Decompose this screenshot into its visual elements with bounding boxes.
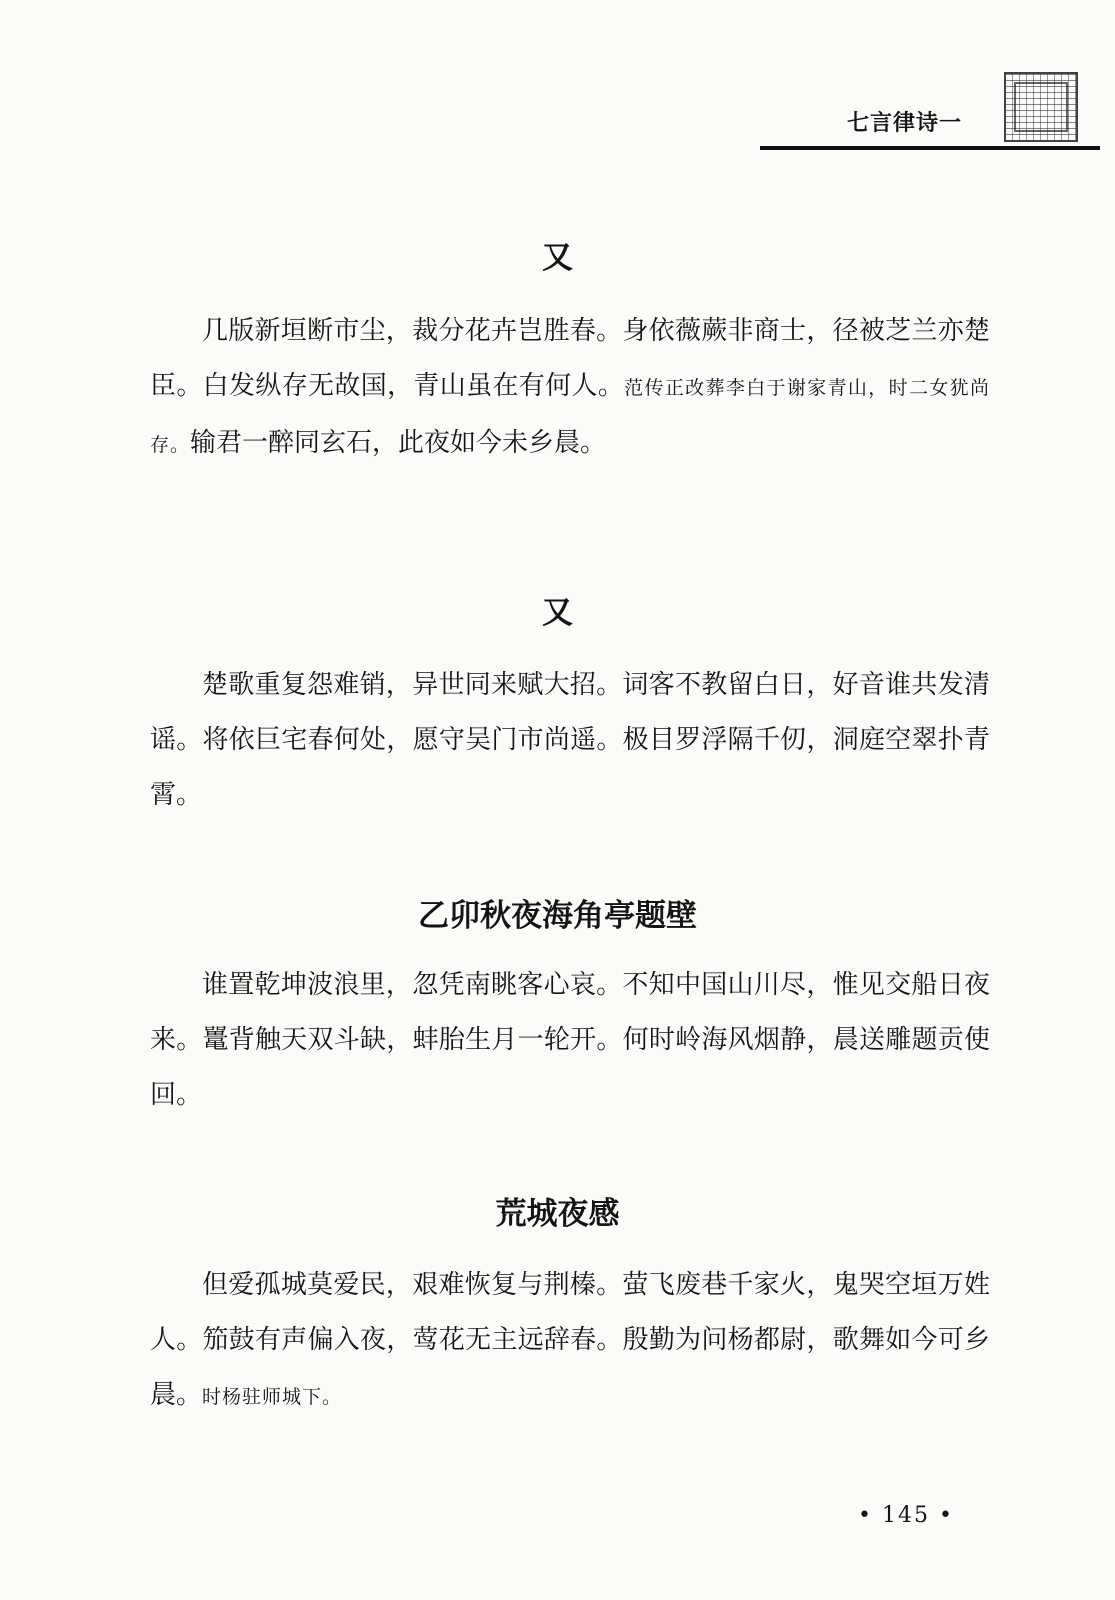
poem-title: 荒城夜感 [495,1196,620,1232]
poem-note: 时杨驻师城下。 [202,1386,343,1408]
poem-note: 范传正改葬李白于谢家青山，时二女犹尚存。 [150,377,990,456]
page-number: • 145 • [858,1503,954,1528]
poem-body [150,1258,990,1425]
poem-title: 又 [542,595,573,631]
header-rule [760,146,1100,150]
poem-text: 几版新垣断市尘，裁分花卉岂胜春。身依薇蕨非商士，径被芝兰亦楚臣。白发纵存无故国，青山虽在有何人。 [150,316,990,401]
poem-text: 但爱孤城莫爱民，艰难恢复与荆榛。萤飞废巷千家火，鬼哭空垣万姓人。笳鼓有声偏入夜，莺花无主远辞春。殷勤为问杨都尉，歌舞如今可乡晨。 [150,1270,990,1410]
poem-title: 乙卯秋夜海角亭题壁 [418,898,697,934]
poem-body: 谁置乾坤波浪里，忽凭南眺客心哀。不知中国山川尽，惟见交船日夜来。鼍背触天双斗缺，蚌胎生月一轮开。何时岭海风烟静，晨送雕题贡使回。 [150,970,990,1110]
running-title: 七言律诗一 [846,111,962,136]
running-header [760,90,1100,160]
poem-body: 楚歌重复怨难销，异世同来赋大招。词客不教留白日，好音谁共发清谣。将依巨宅春何处，愿守吴门市尚遥。极目罗浮隔千仞，洞庭空翠扑青霄。 [150,670,990,810]
seal-stamp-icon [1004,72,1078,142]
poem-text-continued: 输君一醉同玄石，此夜如今未乡晨。 [190,428,607,458]
poem-body [150,304,990,473]
poem-title: 又 [542,240,573,276]
